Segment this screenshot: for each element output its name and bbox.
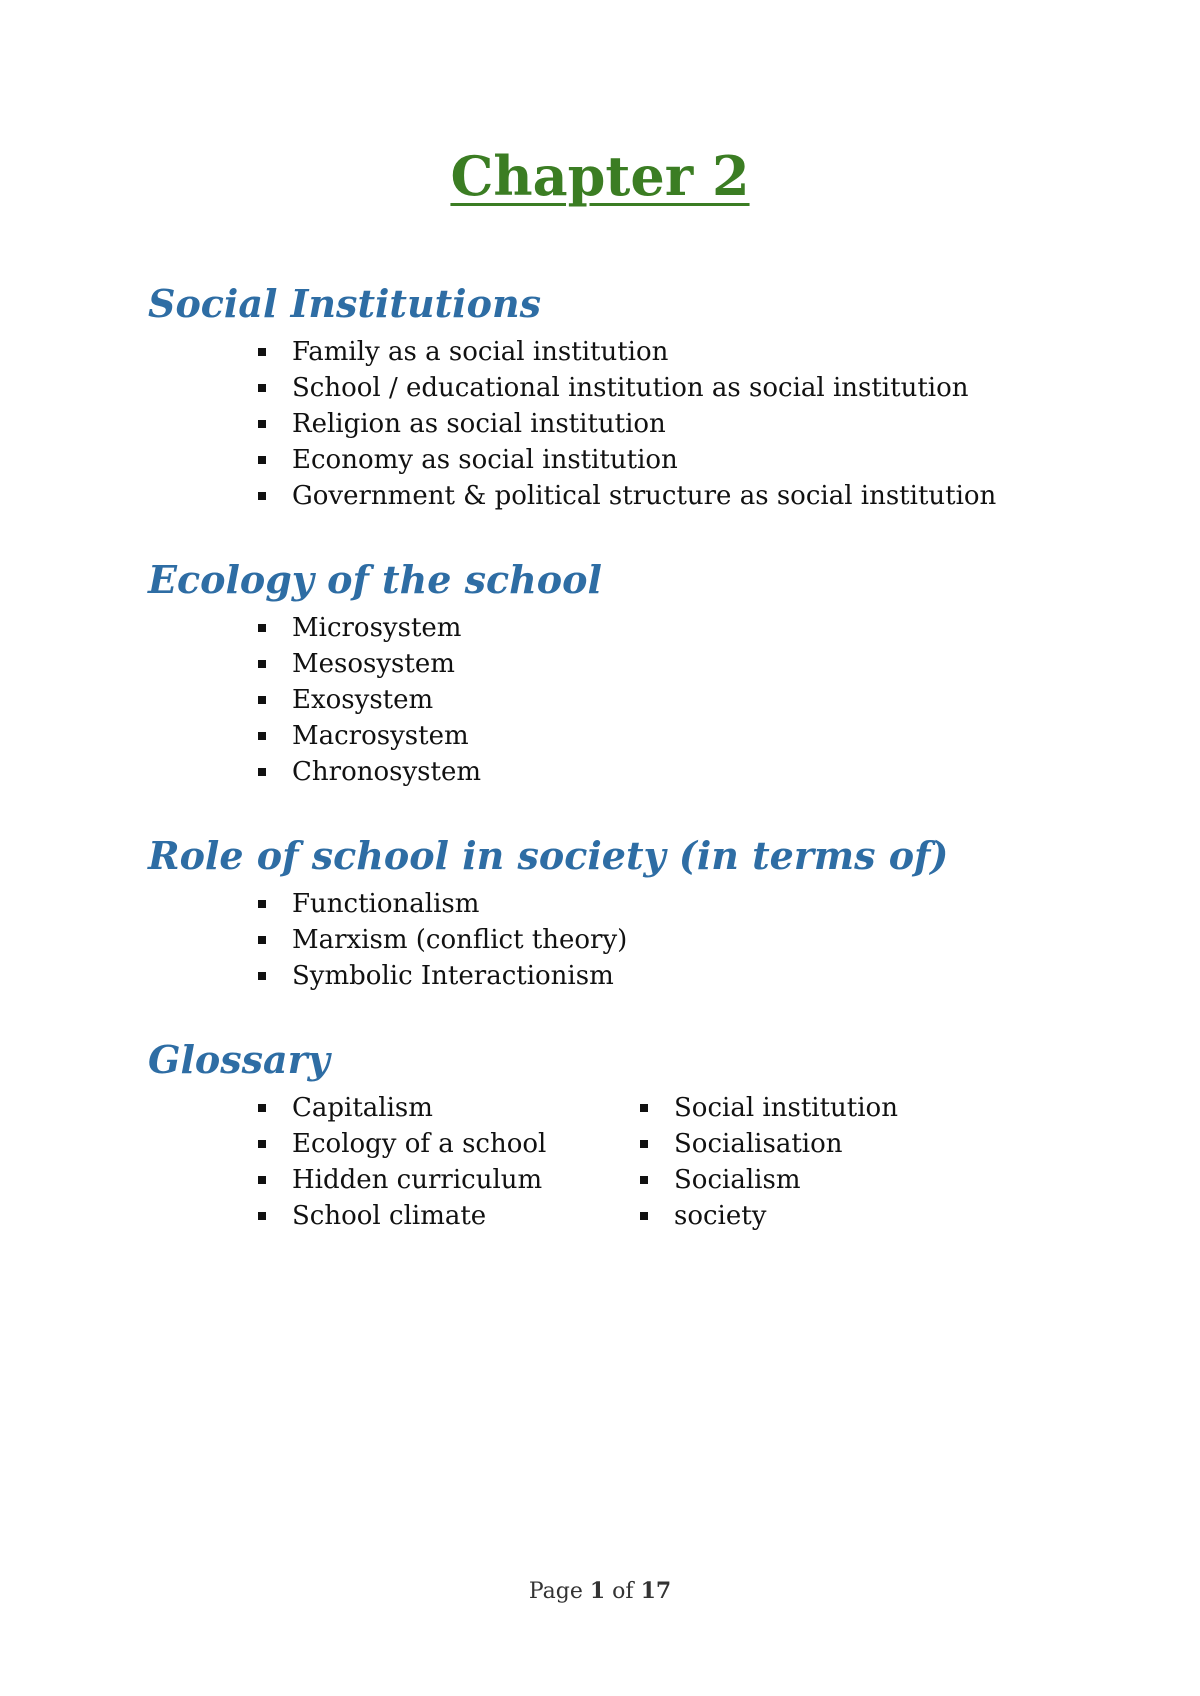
list-item-text: Family as a social institution	[292, 337, 669, 367]
bullet-list	[640, 1090, 898, 1234]
list-item-text: Hidden curriculum	[292, 1165, 543, 1195]
list-item	[258, 370, 1128, 406]
list-item-text: School climate	[292, 1201, 487, 1231]
list-item-text: Socialism	[674, 1165, 801, 1195]
list-item-text: Ecology of a school	[292, 1129, 547, 1159]
section-heading: Glossary	[148, 1037, 330, 1082]
glossary-right-column	[640, 1090, 898, 1234]
list-item-text: Macrosystem	[292, 721, 469, 751]
list-item-text: Symbolic Interactionism	[292, 961, 614, 991]
square-bullet-icon	[258, 1104, 266, 1112]
list-item	[640, 1198, 898, 1234]
total-page-count: 17	[640, 1578, 672, 1604]
list-item	[258, 1126, 640, 1162]
list-item	[640, 1126, 898, 1162]
list-item-text: Social institution	[674, 1093, 898, 1123]
list-item-text: School / educational institution as social institution	[292, 373, 969, 403]
list-item	[258, 1090, 640, 1126]
square-bullet-icon	[258, 768, 266, 776]
list-item	[640, 1162, 898, 1198]
list-item-text: Chronosystem	[292, 757, 481, 787]
section-role-of-school	[148, 832, 1128, 994]
square-bullet-icon	[258, 348, 266, 356]
list-item-text: Religion as social institution	[292, 409, 666, 439]
square-bullet-icon	[258, 900, 266, 908]
square-bullet-icon	[258, 420, 266, 428]
list-item-text: Mesosystem	[292, 649, 455, 679]
square-bullet-icon	[640, 1140, 648, 1148]
list-item-text: Functionalism	[292, 889, 480, 919]
of-word: of	[612, 1579, 634, 1604]
list-item	[258, 754, 1128, 790]
square-bullet-icon	[258, 492, 266, 500]
glossary-columns	[148, 1090, 1128, 1234]
chapter-title-text: Chapter 2	[450, 144, 750, 208]
bullet-list	[148, 334, 1128, 514]
square-bullet-icon	[640, 1104, 648, 1112]
bullet-list	[148, 610, 1128, 790]
list-item	[258, 478, 1128, 514]
list-item	[258, 718, 1128, 754]
square-bullet-icon	[258, 624, 266, 632]
page-footer	[0, 1576, 1200, 1607]
list-item	[258, 958, 1128, 994]
list-item	[258, 406, 1128, 442]
list-item	[640, 1090, 898, 1126]
list-item-text: Government & political structure as social institution	[292, 481, 997, 511]
chapter-title	[0, 144, 1200, 208]
list-item	[258, 610, 1128, 646]
square-bullet-icon	[258, 1212, 266, 1220]
list-item	[258, 886, 1128, 922]
section-heading: Social Institutions	[148, 281, 541, 326]
list-item-text: society	[674, 1201, 767, 1231]
list-item	[258, 682, 1128, 718]
list-item	[258, 1162, 640, 1198]
square-bullet-icon	[258, 660, 266, 668]
square-bullet-icon	[258, 696, 266, 704]
list-item-text: Exosystem	[292, 685, 434, 715]
glossary-left-column	[148, 1090, 640, 1234]
section-social-institutions	[148, 280, 1128, 514]
list-item-text: Economy as social institution	[292, 445, 678, 475]
square-bullet-icon	[258, 732, 266, 740]
current-page-number: 1	[589, 1578, 606, 1604]
list-item-text: Microsystem	[292, 613, 462, 643]
bullet-list	[148, 886, 1128, 994]
section-heading: Ecology of the school	[148, 557, 602, 602]
square-bullet-icon	[258, 1140, 266, 1148]
square-bullet-icon	[258, 456, 266, 464]
list-item	[258, 922, 1128, 958]
square-bullet-icon	[258, 972, 266, 980]
bullet-list	[148, 1090, 640, 1234]
list-item-text: Capitalism	[292, 1093, 433, 1123]
square-bullet-icon	[640, 1176, 648, 1184]
square-bullet-icon	[258, 384, 266, 392]
list-item	[258, 1198, 640, 1234]
square-bullet-icon	[258, 936, 266, 944]
section-ecology-of-school	[148, 556, 1128, 790]
list-item-text: Marxism (conflict theory)	[292, 925, 628, 955]
list-item	[258, 646, 1128, 682]
list-item-text: Socialisation	[674, 1129, 843, 1159]
list-item	[258, 442, 1128, 478]
list-item	[258, 334, 1128, 370]
section-heading: Role of school in society (in terms of)	[148, 833, 949, 878]
square-bullet-icon	[258, 1176, 266, 1184]
square-bullet-icon	[640, 1212, 648, 1220]
section-glossary	[148, 1036, 1128, 1234]
page-word: Page	[528, 1579, 583, 1604]
